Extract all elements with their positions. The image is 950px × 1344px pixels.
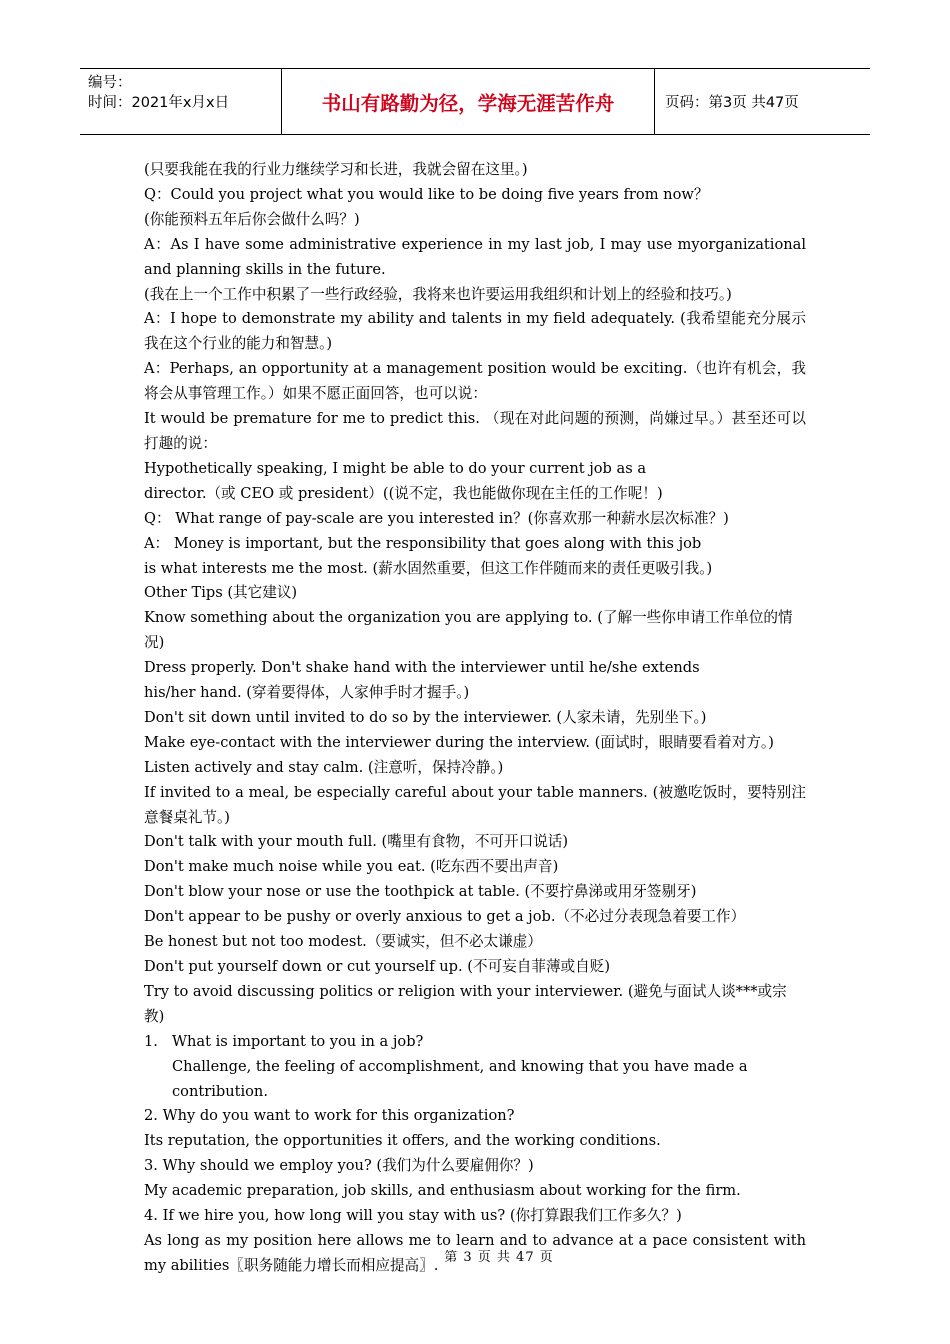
section-heading: Other Tips (其它建议) [144, 584, 298, 602]
question-line: Q： What range of pay-scale are you interested in？(你喜欢那一种薪水层次标准？) [144, 509, 729, 527]
answer-line: My academic preparation, job skills, and enthusiasm about working for the firm. [144, 1182, 741, 1200]
numbered-question: 3. Why should we employ you? (我们为什么要雇佣你？) [144, 1157, 534, 1175]
tip-line: If invited to a meal, be especially careful about your table manners. (被邀吃饭时，要特别注意餐桌礼节。) [144, 783, 806, 826]
text-line: director.（或 CEO 或 president）((说不定，我也能做你现在主任的工作呢！) [144, 484, 663, 502]
tip-line: Be honest but not too modest.（要诚实，但不必太谦虚） [144, 933, 542, 951]
tip-line: his/her hand. (穿着要得体，人家伸手时才握手。) [144, 684, 470, 702]
list-number: 1. [144, 1032, 158, 1050]
document-date: 时间：2021年x月x日 [88, 95, 230, 111]
tip-line: Try to avoid discussing politics or religion with your interviewer. (避免与面试人谈***或宗教) [144, 982, 787, 1025]
answer-line: As long as my position here allows me to learn and to advance at a pace consistent with my abilities〖职务随能力增长而相应提高〗. [144, 1231, 806, 1274]
text-line: (我在上一个工作中积累了一些行政经验，我将来也许要运用我组织和计划上的经验和技巧。) [144, 285, 732, 303]
header-meta [80, 69, 282, 134]
answer-line: Its reputation, the opportunities it offers, and the working conditions. [144, 1132, 661, 1150]
text-line: is what interests me the most. (薪水固然重要，但这工作伴随而来的责任更吸引我。) [144, 559, 713, 577]
tip-line: Don't sit down until invited to do so by the interviewer. (人家未请，先别坐下。) [144, 708, 707, 726]
numbered-question: 4. If we hire you, how long will you stay with us? (你打算跟我们工作多久？) [144, 1207, 682, 1225]
tip-line: Don't put yourself down or cut yourself up. (不可妄自菲薄或自贬) [144, 958, 611, 975]
tip-line: Dress properly. Don't shake hand with the interviewer until he/she extends [144, 659, 700, 677]
text-line: (你能预料五年后你会做什么吗？) [144, 210, 360, 228]
page-footer: 第 3 页 共 47 页 [444, 1250, 554, 1265]
numbered-question [144, 1030, 806, 1055]
tip-line: Don't appear to be pushy or overly anxious to get a job.（不必过分表现急着要工作） [144, 908, 746, 926]
document-number: 编号： [88, 75, 132, 91]
answer-line: A：Perhaps, an opportunity at a management position would be exciting.（也许有机会，我将会从事管理工作。）如果不愿正面回答，也可以说： [144, 360, 806, 403]
text-line: (只要我能在我的行业力继续学习和长进，我就会留在这里。) [144, 161, 528, 178]
tip-line: Don't make much noise while you eat. (吃东西不要出声音) [144, 858, 559, 876]
text-line: It would be premature for me to predict this. （现在对此问题的预测，尚嫌过早。）甚至还可以打趣的说： [144, 410, 806, 452]
answer-line: A：As I have some administrative experience in my last job, I may use myorganizational and planning skills in the future. [144, 235, 806, 278]
tip-line: Make eye-contact with the interviewer during the interview. (面试时，眼睛要看着对方。) [144, 733, 774, 751]
page-header [80, 68, 870, 135]
tip-line: Listen actively and stay calm. (注意听，保持冷静。) [144, 758, 504, 776]
numbered-question: 2. Why do you want to work for this organization? [144, 1107, 515, 1125]
text-line: Hypothetically speaking, I might be able to do your current job as a [144, 459, 647, 477]
tip-line: Don't talk with your mouth full. (嘴里有食物，不可开口说话) [144, 833, 569, 851]
answer-line: A： Money is important, but the responsibility that goes along with this job [144, 534, 702, 552]
document-body [144, 158, 806, 1279]
answer-line: A：I hope to demonstrate my ability and talents in my field adequately. (我希望能充分展示我在这个行业的能力和智慧。) [144, 310, 806, 353]
header-motto: 书山有路勤为径，学海无涯苦作舟 [282, 69, 655, 134]
header-page-number: 页码：第3页 共47页 [665, 95, 799, 111]
tip-line: Don't blow your nose or use the toothpick at table. (不要拧鼻涕或用牙签剔牙) [144, 883, 697, 901]
tip-line: Know something about the organization you are applying to. (了解一些你申请工作单位的情况) [144, 609, 793, 652]
answer-line: Challenge, the feeling of accomplishment, and knowing that you have made a contribution. [172, 1057, 748, 1100]
question-text: What is important to you in a job? [172, 1032, 424, 1050]
question-line: Q：Could you project what you would like to be doing five years from now？ [144, 185, 709, 203]
